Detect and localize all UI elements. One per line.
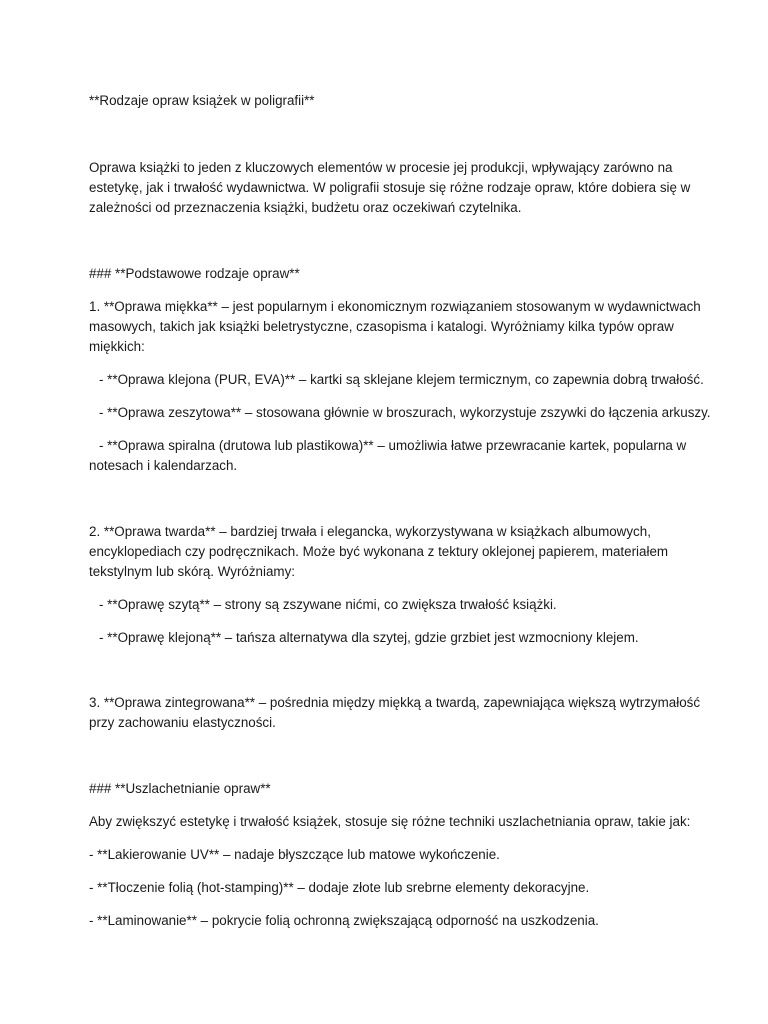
section-heading-basic-types: ### **Podstawowe rodzaje opraw** — [89, 266, 300, 281]
item1-sub1: - **Oprawa klejona (PUR, EVA)** – kartki są sklejane klejem termicznym, co zapewnia dobrą trwałość. — [99, 372, 704, 387]
document-title: **Rodzaje opraw książek w poligrafii** — [89, 93, 315, 108]
item1-line-3: miękkich: — [89, 339, 145, 354]
section-heading-finishing: ### **Uszlachetnianie opraw** — [89, 781, 271, 796]
item2-line-3: tekstylnym lub skórą. Wyróżniamy: — [89, 564, 295, 579]
finish-item-uv: - **Lakierowanie UV** – nadaje błyszczące lub matowe wykończenie. — [89, 847, 500, 862]
finish-item-laminating: - **Laminowanie** – pokrycie folią ochronną zwiększającą odporność na uszkodzenia. — [89, 913, 599, 928]
finishing-intro: Aby zwiększyć estetykę i trwałość książek, stosuje się różne techniki uszlachetniania opraw, takie jak: — [89, 814, 691, 829]
item2-line-2: encyklopediach czy podręcznikach. Może być wykonana z tektury oklejonej papierem, materiałem — [89, 544, 669, 559]
item1-sub3-line-1: - **Oprawa spiralna (drutowa lub plastikowa)** – umożliwia łatwe przewracanie kartek, popularna w — [99, 438, 687, 453]
item1-line-2: masowych, takich jak książki beletrystyczne, czasopisma i katalogi. Wyróżniamy kilka typów opraw — [89, 319, 674, 334]
item3-line-1: 3. **Oprawa zintegrowana** – pośrednia między miękką a twardą, zapewniająca większą wytrzymałość — [89, 695, 701, 710]
item1-sub3-line-2: notesach i kalendarzach. — [89, 458, 238, 473]
item2-sub1: - **Oprawę szytą** – strony są zszywane nićmi, co zwiększa trwałość książki. — [99, 597, 557, 612]
intro-line-1: Oprawa książki to jeden z kluczowych elementów w procesie jej produkcji, wpływający zarówno na — [89, 160, 673, 175]
item2-sub2: - **Oprawę klejoną** – tańsza alternatywa dla szytej, gdzie grzbiet jest wzmocniony klejem. — [99, 630, 639, 645]
intro-line-3: zależności od przeznaczenia książki, budżetu oraz oczekiwań czytelnika. — [89, 200, 522, 215]
finish-item-hot-stamping: - **Tłoczenie folią (hot-stamping)** – dodaje złote lub srebrne elementy dekoracyjne. — [89, 880, 590, 895]
item1-line-1: 1. **Oprawa miękka** – jest popularnym i ekonomicznym rozwiązaniem stosowanym w wydawnictwach — [89, 299, 701, 314]
item2-line-1: 2. **Oprawa twarda** – bardziej trwała i elegancka, wykorzystywana w książkach albumowych, — [89, 524, 651, 539]
item3-line-2: przy zachowaniu elastyczności. — [89, 715, 276, 730]
item1-sub2: - **Oprawa zeszytowa** – stosowana głównie w broszurach, wykorzystuje zszywki do łączenia arkuszy. — [99, 405, 711, 420]
intro-line-2: estetykę, jak i trwałość wydawnictwa. W poligrafii stosuje się różne rodzaje opraw, które dobiera się w — [89, 180, 691, 195]
